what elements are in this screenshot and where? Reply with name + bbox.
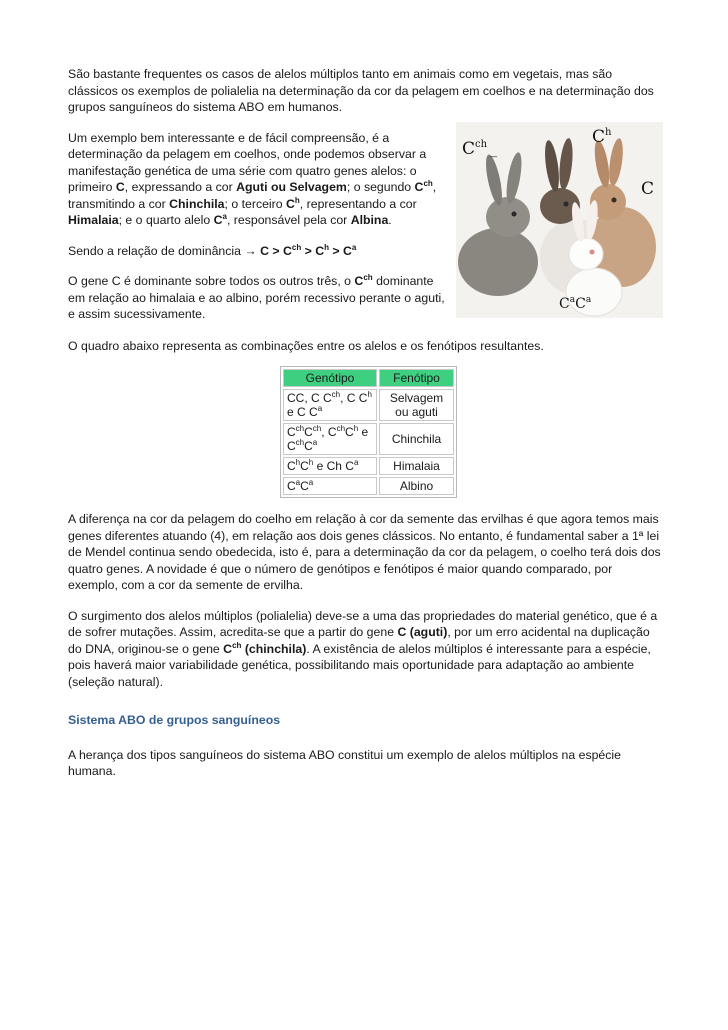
header-genotipo: Genótipo <box>283 369 377 387</box>
label-ch: $C^h$ <box>592 126 612 147</box>
label-cch: $C^{ch}$ $_{\_}$ <box>462 138 498 159</box>
paragraph-table-intro: O quadro abaixo representa as combinações entre os alelos e os fenótipos resultantes. <box>68 338 544 353</box>
phenotype-cell: Selvagem ou aguti <box>379 389 454 421</box>
header-fenotipo: Fenótipo <box>379 369 454 387</box>
genotype-table <box>280 366 457 498</box>
label-c: C <box>641 178 655 199</box>
table-header-row <box>283 369 454 387</box>
table-row <box>283 457 454 475</box>
section-heading-abo: Sistema ABO de grupos sanguíneos <box>68 713 281 727</box>
document-page <box>68 66 664 780</box>
rabbit-text <box>68 130 453 323</box>
label-caca: $C^aC^a$ <box>559 294 592 312</box>
rabbits-illustration <box>456 122 663 318</box>
phenotype-cell: Himalaia <box>379 457 454 475</box>
paragraph-difference: A diferença na cor da pelagem do coelho em relação à cor da semente das ervilhas é que agora temos mais genes diferentes atuando (4), em relação aos dois genes clássicos. No entanto, é fundamental saber a 1ª lei de Mendel continua sendo obedecida, isto é, para a determinação da cor da pelagem, o coelho terá dois dos quatro genes. A novidade é que o número de genótipos e fenótipos é maior quando comparado, por exemplo, com a cor da semente de ervilha. <box>68 512 661 592</box>
phenotype-cell: Chinchila <box>379 423 454 455</box>
paragraph-example: Um exemplo bem interessante e de fácil compreensão, é a determinação da pelagem em coelhos, onde podemos observar a manifestação genética de uma série com quatro genes alelos: o primeiro C, expressando a cor Aguti ou Selvagem; o segundo $C^{ch}$, transmitindo a cor Chinchila; o terceiro $C^h$, representando a cor Himalaia; e o quarto alelo $C^a$, responsável pela cor Albina. <box>68 130 437 227</box>
rabbits-image <box>456 122 663 318</box>
paragraph-dominance: Sendo a relação de dominância → $C > C^{ch} > C^h > C^a$ <box>68 242 357 258</box>
phenotype-cell: Albino <box>379 477 454 495</box>
table-row <box>283 389 454 421</box>
paragraph-origin: O surgimento dos alelos múltiplos (polialelia) deve-se a uma das propriedades do material genético, que é a de sofrer mutações. Assim, acredita-se que a partir do gene C (aguti), por um erro acidental na duplicação do DNA, originou-se o gene $C^{ch}$ (chinchila). A existência de alelos múltiplos é interessante para a espécie, pois haverá maior variabilidade genética, possibilitando mais oportunidade para adaptação ao ambiente (seleção natural). <box>68 608 658 689</box>
genotype-cell: $C^{ch}C^{ch}$, $C^{ch}C^h$ e $C^{ch}C^a$ <box>283 423 377 455</box>
rabbit-section <box>68 126 664 338</box>
table-row <box>283 423 454 455</box>
genotype-cell: $C^hC^h$ e Ch $C^a$ <box>283 457 377 475</box>
paragraph-abo: A herança dos tipos sanguíneos do sistema ABO constitui um exemplo de alelos múltiplos na espécie humana. <box>68 747 621 778</box>
table-row <box>283 477 454 495</box>
paragraph-intro: São bastante frequentes os casos de alelos múltiplos tanto em animais como em vegetais, mas são clássicos os exemplos de polialelia na determinação da cor da pelagem em coelhos e na determinação dos grupos sanguíneos do sistema ABO em humanos. <box>68 67 654 114</box>
paragraph-gene-c: O gene C é dominante sobre todos os outros três, o $C^{ch}$ dominante em relação ao himalaia e ao albino, porém recessivo perante o aguti, e assim sucessivamente. <box>68 273 445 321</box>
genotype-cell: CC, C $C^{ch}$, C $C^h$ e C $C^a$ <box>283 389 377 421</box>
genotype-cell: $C^aC^a$ <box>283 477 377 495</box>
